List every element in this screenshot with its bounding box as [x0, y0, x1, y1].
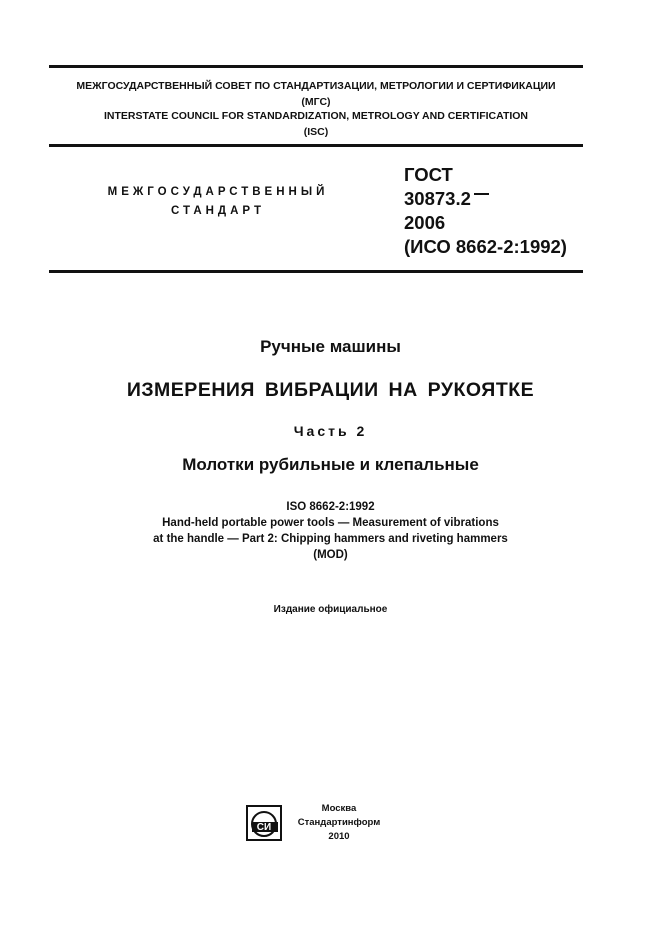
number-dash: [474, 193, 489, 195]
iso-title-line1: Hand-held portable power tools — Measurement of vibrations: [162, 517, 499, 529]
standartinform-logo: [246, 805, 282, 841]
publisher-city: Москва: [321, 803, 357, 814]
council-ru-abbr: (МГС): [301, 96, 331, 108]
title-subtitle: Молотки рубильные и клепальные: [182, 455, 479, 474]
standard-type-line1: МЕЖГОСУДАРСТВЕННЫЙ: [107, 186, 329, 198]
publisher-block: [296, 802, 382, 844]
publisher-year: 2010: [328, 831, 350, 842]
standard-type: [78, 183, 358, 221]
top-rule: [49, 65, 583, 68]
title-group: Ручные машины: [260, 337, 401, 356]
title-part: Часть 2: [293, 423, 368, 439]
iso-reference: (ИСО 8662-2:1992): [404, 236, 567, 257]
designation-block: [404, 163, 567, 259]
edition-label: Издание официальное: [273, 604, 388, 615]
publisher-name: Стандартинформ: [297, 817, 381, 828]
designation-rule: [49, 270, 583, 273]
council-en-abbr: (ISC): [303, 126, 329, 138]
standartinform-logo-icon: [246, 805, 282, 841]
logo-letters: СИ: [256, 822, 272, 833]
standard-type-line2: СТАНДАРТ: [171, 205, 265, 217]
header-rule: [49, 144, 583, 147]
iso-mod: (MOD): [313, 549, 348, 561]
iso-title-line2: at the handle — Part 2: Chipping hammers and riveting hammers: [153, 533, 508, 545]
gost-number: 30873.2: [404, 188, 471, 209]
title-main: ИЗМЕРЕНИЯ ВИБРАЦИИ НА РУКОЯТКЕ: [126, 379, 535, 401]
gost-number-line: [404, 187, 567, 211]
iso-code: ISO 8662-2:1992: [286, 501, 375, 513]
gost-label: ГОСТ: [404, 164, 453, 185]
council-ru: МЕЖГОСУДАРСТВЕННЫЙ СОВЕТ ПО СТАНДАРТИЗАЦИИ, МЕТРОЛОГИИ И СЕРТИФИКАЦИИ: [76, 80, 556, 92]
gost-year: 2006: [404, 212, 446, 233]
council-en: INTERSTATE COUNCIL FOR STANDARDIZATION, METROLOGY AND CERTIFICATION: [103, 110, 529, 122]
iso-block: [0, 499, 661, 563]
